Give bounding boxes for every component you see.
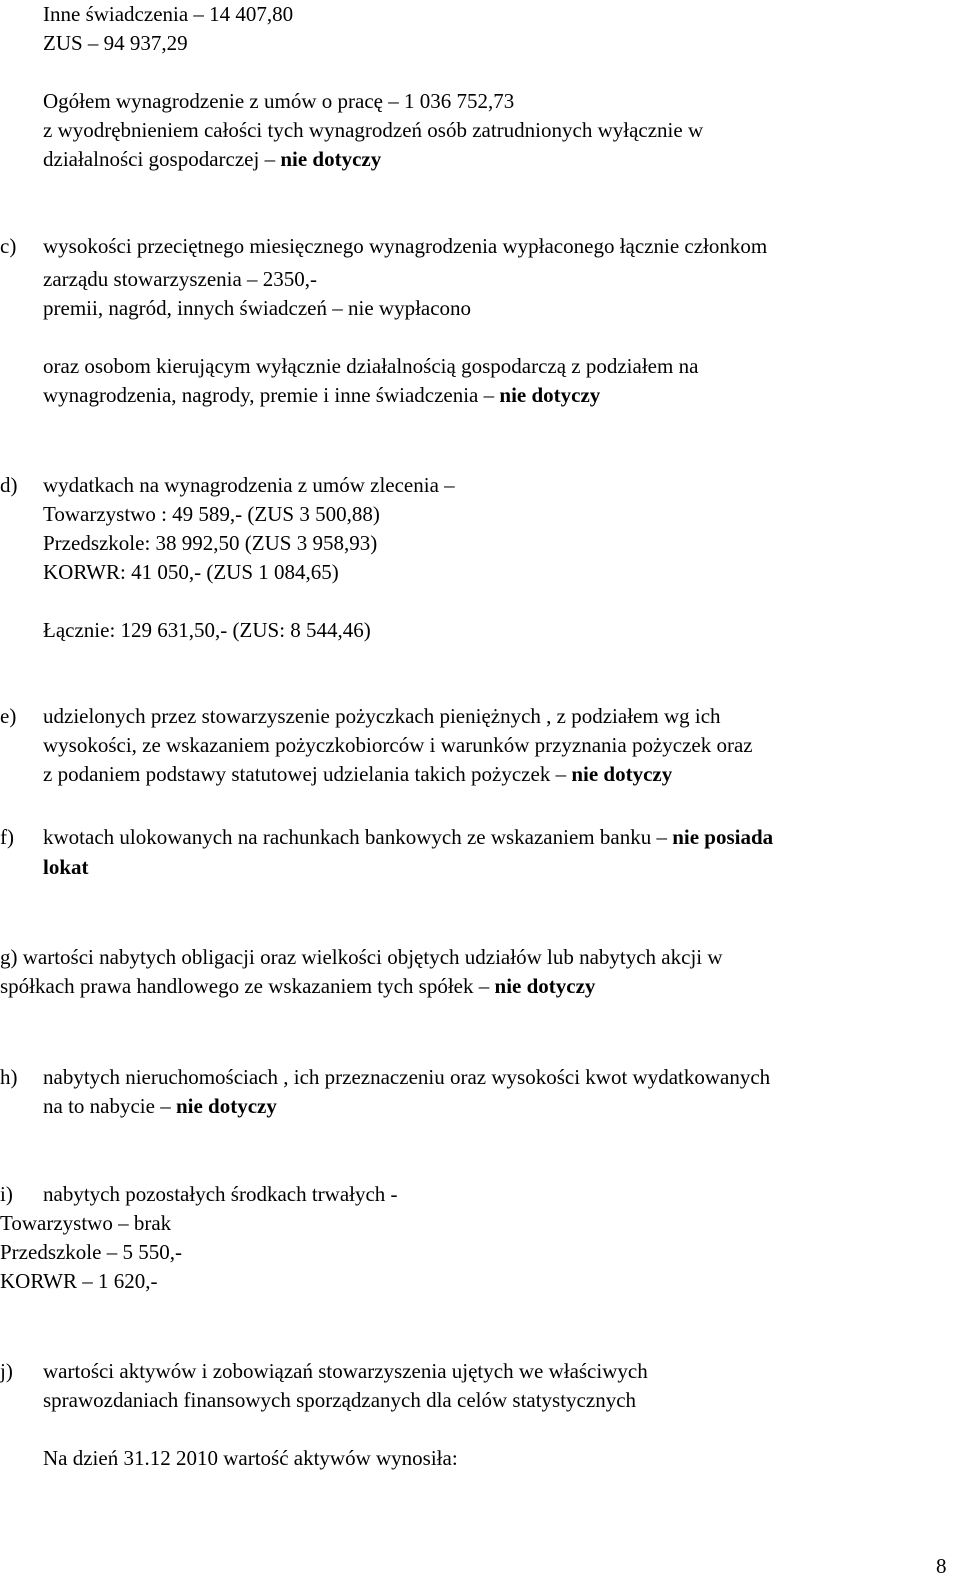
section-i-text: nabytych pozostałych środkach trwałych - xyxy=(43,1182,398,1206)
section-i-label: i) xyxy=(0,1182,13,1206)
section-d-label: d) xyxy=(0,473,18,497)
total-wages-text: działalności gospodarczej – xyxy=(43,147,281,171)
section-e-label: e) xyxy=(0,704,17,728)
section-j-label: j) xyxy=(0,1359,13,1383)
section-c-label: c) xyxy=(0,234,17,258)
section-f-line-2: lokat xyxy=(43,855,89,879)
section-j-line-1 xyxy=(0,1357,648,1386)
section-f-text: kwotach ulokowanych na rachunkach bankowych ze wskazaniem banku – xyxy=(43,825,673,849)
zus-line: ZUS – 94 937,29 xyxy=(43,31,188,55)
not-applicable-label: nie dotyczy xyxy=(175,1094,277,1118)
section-h-label: h) xyxy=(0,1065,18,1089)
section-c-text: wysokości przeciętnego miesięcznego wynagrodzenia wypłaconego łącznie członkom xyxy=(43,234,768,258)
section-e-text: udzielonych przez stowarzyszenie pożyczkach pieniężnych , z podziałem wg ich xyxy=(43,704,721,728)
section-g-line-2 xyxy=(0,972,595,1001)
not-applicable-label: nie dotyczy xyxy=(499,383,601,407)
section-c-line-5 xyxy=(43,381,600,410)
other-benefits-line: Inne świadczenia – 14 407,80 xyxy=(43,2,294,26)
section-i-line-4: KORWR – 1 620,- xyxy=(0,1269,158,1293)
section-h-text: nabytych nieruchomościach , ich przeznaczeniu oraz wysokości kwot wydatkowanych xyxy=(43,1065,771,1089)
page-number: 8 xyxy=(936,1554,947,1578)
section-h-text-2: na to nabycie – xyxy=(43,1094,176,1118)
section-c-line-3: premii, nagród, innych świadczeń – nie wypłacono xyxy=(43,296,472,320)
section-g-text-2: spółkach prawa handlowego ze wskazaniem tych spółek – xyxy=(0,974,495,998)
section-d-line-2: Towarzystwo : 49 589,- (ZUS 3 500,88) xyxy=(43,502,380,526)
section-f-line-1 xyxy=(0,823,773,852)
section-e-line-1 xyxy=(0,702,721,731)
section-c-text-5: wynagrodzenia, nagrody, premie i inne świadczenia – xyxy=(43,383,500,407)
section-g-line-1: g) wartości nabytych obligacji oraz wielkości objętych udziałów lub nabytych akcji w xyxy=(0,945,723,969)
section-d-text: wydatkach na wynagrodzenia z umów zlecenia – xyxy=(43,473,455,497)
section-h-line-1 xyxy=(0,1063,770,1092)
section-j-line-2: sprawozdaniach finansowych sporządzanych dla celów statystycznych xyxy=(43,1388,637,1412)
section-e-line-2: wysokości, ze wskazaniem pożyczkobiorców i warunków przyznania pożyczek oraz xyxy=(43,733,753,757)
total-wages-line-3 xyxy=(43,145,381,174)
section-f-label: f) xyxy=(0,825,14,849)
section-d-line-4: KORWR: 41 050,- (ZUS 1 084,65) xyxy=(43,560,339,584)
section-d-line-3: Przedszkole: 38 992,50 (ZUS 3 958,93) xyxy=(43,531,378,555)
section-c-line-4: oraz osobom kierującym wyłącznie działalnością gospodarczą z podziałem na xyxy=(43,354,699,378)
total-wages-line: Ogółem wynagrodzenie z umów o pracę – 1 036 752,73 xyxy=(43,89,515,113)
section-h-line-2 xyxy=(43,1092,277,1121)
not-applicable-label: nie dotyczy xyxy=(280,147,382,171)
section-e-line-3 xyxy=(43,760,672,789)
section-d-line-1 xyxy=(0,471,455,500)
section-j-text: wartości aktywów i zobowiązań stowarzyszenia ujętych we właściwych xyxy=(43,1359,648,1383)
section-i-line-2: Towarzystwo – brak xyxy=(0,1211,172,1235)
section-j-line-3: Na dzień 31.12 2010 wartość aktywów wynosiła: xyxy=(43,1446,458,1470)
section-e-text-3: z podaniem podstawy statutowej udzielania takich pożyczek – xyxy=(43,762,572,786)
section-i-line-1 xyxy=(0,1180,398,1209)
section-c-line-1 xyxy=(0,232,767,261)
total-wages-line-2: z wyodrębnieniem całości tych wynagrodzeń osób zatrudnionych wyłącznie w xyxy=(43,118,704,142)
section-c-line-2: zarządu stowarzyszenia – 2350,- xyxy=(43,267,318,291)
no-deposits-label: nie posiada xyxy=(672,825,774,849)
not-applicable-label: nie dotyczy xyxy=(571,762,673,786)
section-i-line-3: Przedszkole – 5 550,- xyxy=(0,1240,182,1264)
not-applicable-label: nie dotyczy xyxy=(494,974,596,998)
section-d-total: Łącznie: 129 631,50,- (ZUS: 8 544,46) xyxy=(43,618,371,642)
